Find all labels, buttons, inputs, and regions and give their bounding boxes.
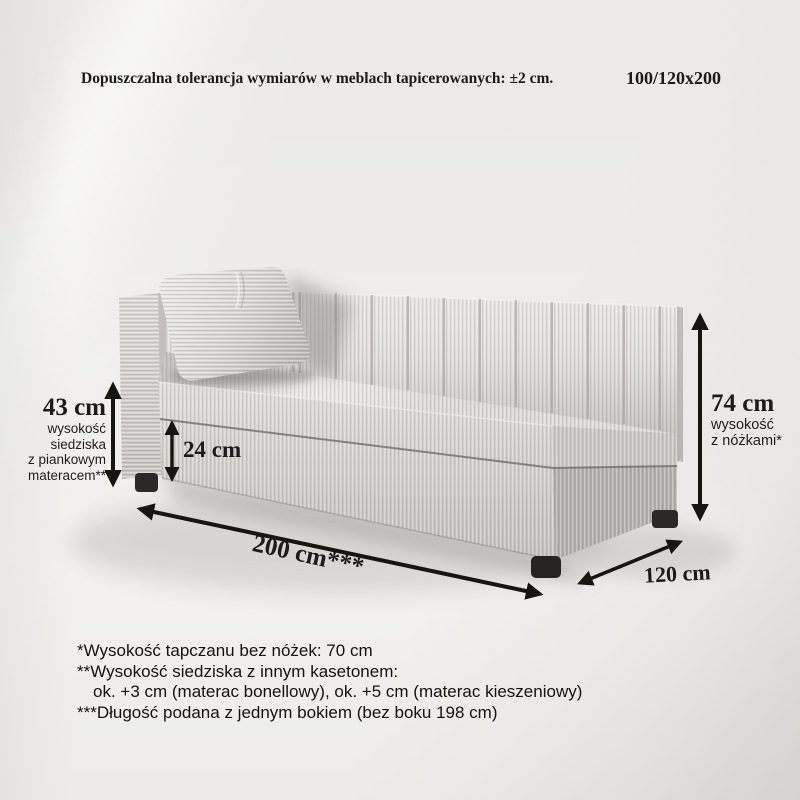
seat-height-desc-2: siedziska <box>50 436 106 452</box>
seat-height-desc-1: wysokość <box>47 421 106 436</box>
foot-front-right <box>531 556 561 578</box>
foot-back-right <box>652 510 678 528</box>
depth-value: 120 cm <box>643 559 712 588</box>
total-height-value: 74 cm <box>711 390 775 417</box>
seat-height-value: 43 cm <box>42 394 106 421</box>
seat-height-dimension <box>0 394 106 483</box>
footnote-1: *Wysokość tapczanu bez nóżek: 70 cm <box>77 641 373 660</box>
size-code: 100/120x200 <box>626 68 722 88</box>
seat-height-desc-4: materacem** <box>27 467 106 483</box>
seat-height-desc-3: z piankowym <box>27 452 106 467</box>
drawer-height-value: 24 cm <box>183 437 242 462</box>
foot-left <box>135 473 158 492</box>
footnote-2: **Wysokość siedziska z innym kasetonem: <box>77 661 399 681</box>
tolerance-note: Dopuszczalna tolerancja wymiarów w meblach tapicerowanych: ±2 cm. <box>81 70 554 87</box>
daybed-pillow <box>159 267 310 381</box>
footnotes <box>77 641 582 723</box>
length-value: 200 cm*** <box>249 530 367 581</box>
total-height-desc-2: z nóżkami* <box>711 433 782 449</box>
total-height-dimension <box>711 390 782 449</box>
footnote-4: ***Długość podana z jednym bokiem (bez boku 198 cm) <box>77 702 498 722</box>
total-height-desc-1: wysokość <box>711 417 774 433</box>
footnote-3: ok. +3 cm (materac bonellowy), ok. +5 cm (materac kieszeniowy) <box>93 682 583 701</box>
